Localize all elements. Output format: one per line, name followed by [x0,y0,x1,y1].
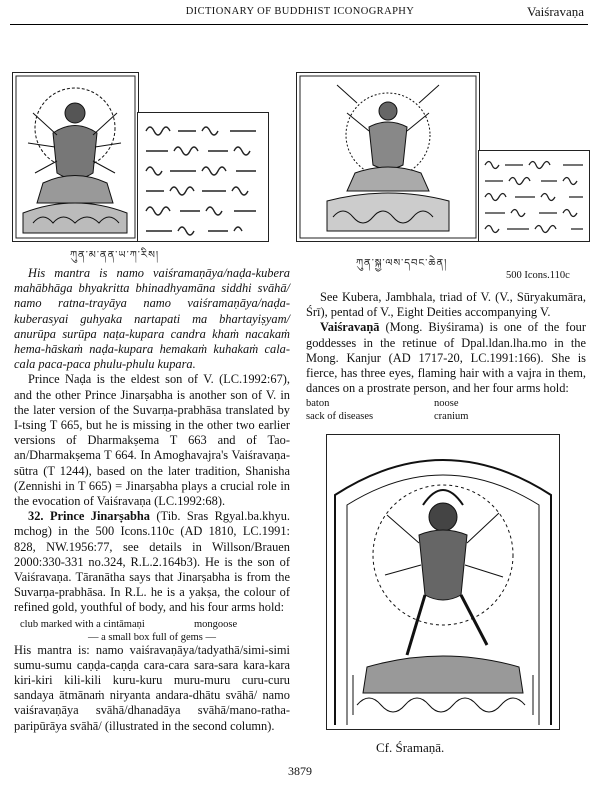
mantra-block-right [478,150,590,242]
figure-caption-left: ཀུན་མ་ནན་ཡ་ཀ་རིས། [70,250,160,261]
vaisravana-goddess-paragraph: Vaiśravaṇā (Mong. Biyśirama) is one of the four goddesses in the retinue of Dpal.ldan.lha.mo in the Mong. Kanjur (AD 1717-20, LC.1991:166). She is fierce, has three eyes, flaming hair with a vajra in them, dances on a prostrate person, and her four arms hold: [306,320,586,396]
mantra-block-left [137,112,269,242]
left-column [14,266,290,734]
mantra-paragraph-nada: His mantra is namo vaiśramaṇāya/naḍa-kubera mahābhāga bhyakritta bhinadhyamāna siddhi svāhā/ namo ratna-trayāya namo vaiśramaṇāya/naḍa-kuberasyai guhyaka nartapati ma bhartayiṣyam/ anurūpa surūpa naṭa-kupara candra khaṁ nacakaṁ hema-hāskaṁ naḍa-kupara hemakaṁ kuhakaṁ cala-cala paca-paca phulu-phulu kupara. [14,266,290,372]
cf-reference: Cf. Śramaṇā. [376,740,445,755]
header-rule [10,24,588,25]
attribute-mongoose: mongoose [194,618,238,630]
see-also-paragraph: See Kubera, Jambhala, triad of V. (V., Sūryakumāra, Śrī), pentad of V., Eight Deities accompanying V. [306,290,586,320]
attribute-cranium: cranium [434,411,469,423]
attribute-noose: noose [434,398,459,410]
entry-heading: Vaiśravaṇa [526,4,584,19]
attribute-gem-box: — a small box full of gems — [87,631,217,643]
attribute-row [14,617,290,630]
goddess-woodcut [326,434,560,730]
figure-source-note: 500 Icons.110c [506,270,570,281]
prince-jinarsabha-paragraph: 32. Prince Jinarṣabha (Tib. Sras Rgyal.ba.khyu. mchog) in the 500 Icons.110c (AD 1810, LC.1991: 828, NW.1956:77, see details in Willson/Brauen 2000:330-331 no.324, R.L.2.164b3). He is the son of Vaiśravaṇa. Tāranātha says that Jinarṣabha is from the Suvarṇa-prabhāsa. In R.L. he is a yakṣa, the colour of refined gold, youthful of body, and his four arms hold: [14,509,290,615]
attribute-baton: baton [306,398,330,410]
mantra-paragraph-jinarsabha: His mantra is: namo vaiśravaṇāya/tadyathā/simi-simi sumu-sumu caṇḍa-caṇḍa cara-cara sara-sara kara-kara kiri-kiri kili-kili kuru-kuru muru-muru curu-curu sandaya ātmānaṁ niryanta andara-dhātu svāhā/ namo vaiśravaṇāya svāhā/dhanadāya svāhā/mano-ratha-paripūrāya svāhā/ (illustrated in the second column). [14,642,290,733]
page-number: 3879 [288,764,312,778]
attribute-sack-of-diseases: sack of diseases [306,411,374,423]
deity-woodcut-right [296,72,480,242]
deity-woodcut-left [12,72,139,242]
attribute-club: club marked with a cintāmaṇi [20,618,145,630]
right-column [306,290,586,424]
prince-nada-paragraph: Prince Naḍa is the eldest son of V. (LC.1992:67), and the other Prince Jinarṣabha is another son of V. in the later version of the Suvarṇa-prabhāsa translated by I-tsing T 665, but he is missing in the other two earlier versions of Dharmakṣema T 663 and of Tao-an/Dharmakṣema T 664. In Amoghavajra's Vaiśravaṇa-sūtra (T 1244), based on the later tradition, Shanisha (Zennishi in T 665) = Jinarṣabha plays a crucial role in the evocation of Vaiśravaṇa (LC.1992:68). [14,372,290,509]
figure-caption-right: ཀུན་སྐྱ་ལས་དབང་ཆེན། [356,258,448,269]
running-title: DICTIONARY OF BUDDHIST ICONOGRAPHY [185,6,415,17]
goddess-attributes [306,396,586,424]
